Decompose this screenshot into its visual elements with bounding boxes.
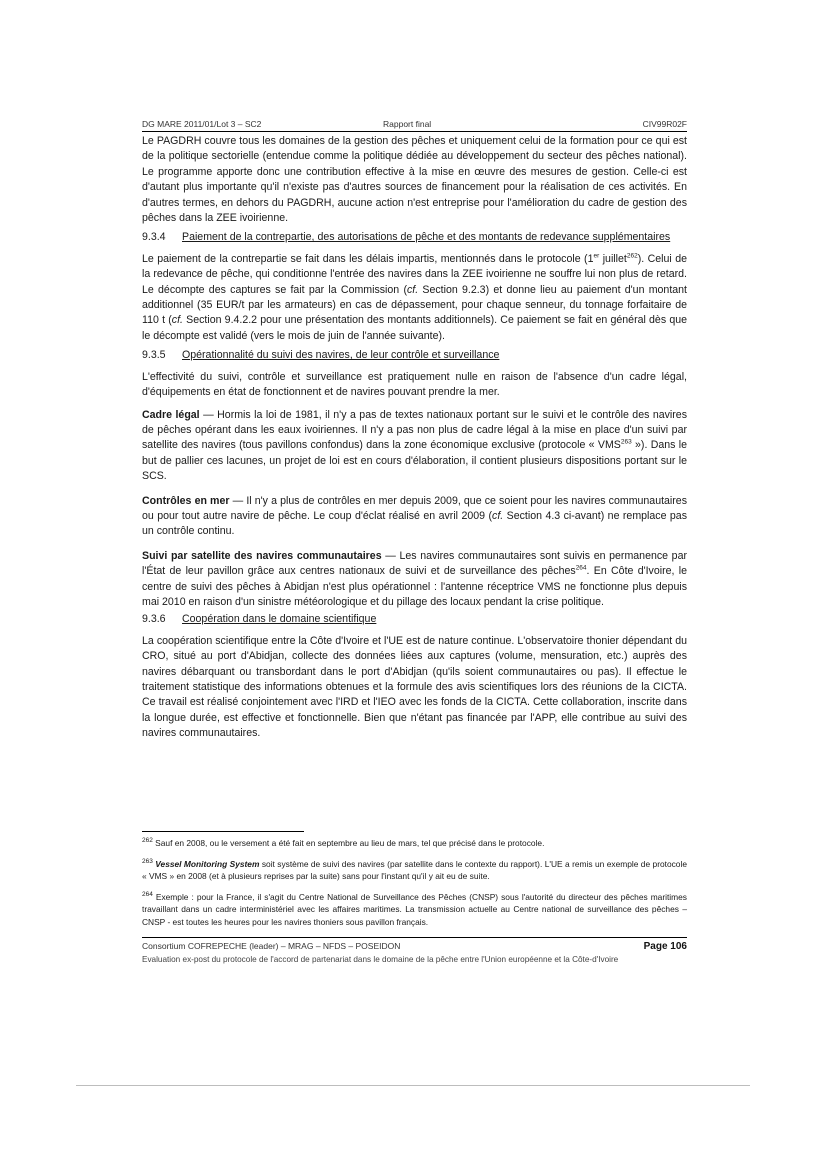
footnote-number: 264 [142,890,153,898]
section-number: 9.3.4 [142,231,166,244]
lead-term: Contrôles en mer [142,494,230,507]
footnote-ref-262[interactable]: 262 [626,252,638,260]
section-heading-9-3-4 [142,230,687,245]
text-run: Section 4.3 ci-avant) ne remplace pas un contrôle continu. [142,509,688,538]
footnote-ref-263[interactable]: 263 [620,438,632,446]
text-run: . En Côte d'Ivoire, le centre de suivi des pêches à Abidjan n'est plus opérationnel : l'antenne réceptrice VMS ne fonctionne plus depuis mai 2010 en raison d'un sinistre météorologique et du pillage des locaux pendant la crise politique. [142,565,687,608]
section-heading-9-3-5 [142,348,687,363]
section-heading-9-3-6 [142,612,687,627]
footnote-262 [142,837,687,850]
footnote-italic-term: Vessel Monitoring System [155,858,260,869]
section-title: Paiement de la contrepartie, des autorisations de pêche et des montants de redevance supplémentaires [182,231,671,244]
cf-italic: cf. [406,283,419,296]
page-footer [142,937,687,965]
superscript: er [593,252,600,260]
text-run: — Hormis la loi de 1981, il n'y a pas de textes nationaux portant sur le suivi et le contrôle des navires de pêches opérant dans les eaux ivoiriennes. Il n'y a pas non plus de cadre légal à la mise en place d'un suivi par satellite des navires (tous pavillons confondus) dans la zone économique exclusive (protocole « VMS [142,408,688,452]
footnotes [142,837,687,937]
text-run: Section 9.4.2.2 pour une présentation des montants additionnels). Ce paiement se fait en général dès que le décompte est validé (vers le mois de juin de l'année suivante). [142,314,687,342]
page-content [142,117,687,742]
page-header [142,117,687,131]
footer-row [142,941,687,954]
text-run: ). Celui de la redevance de pêche, qui conditionne l'entrée des navires dans la ZEE ivoirienne ne souffre lui non plus de retard. Le décompte des captures se fait par la Commission ( [142,252,687,296]
footnote-264 [142,891,687,929]
footnote-text: Sauf en 2008, ou le versement a été fait en septembre au lieu de mars, tel que précisé dans le protocole. [152,838,545,848]
viewer-bottom-divider [76,1085,750,1086]
text-run: Section 9.2.3) et donne lieu au paiement d'un montant additionnel (35 EUR/t par les armateurs) en cas de dépassement, pour chaque senneur, du tonnage forfaitaire de 110 t ( [142,283,687,327]
footer-consortium: Consortium COFREPECHE (leader) – MRAG – NFDS – POSEIDON [142,941,401,951]
footnote-text: soit système de suivi des navires (par satellite dans le contexte du rapport). L'UE a remis un exemple de protocole « VMS » en 2008 (et à plusieurs reprises par la suite) sans pour l'instant qu'il y ait eu de suite. [142,858,687,882]
text-run: Le paiement de la contrepartie se fait dans les délais impartis, mentionnés dans le protocole (1 [142,252,594,265]
footnote-ref-264[interactable]: 264 [575,564,587,572]
paragraph-paiement [142,252,687,344]
text-run: »). Dans le but de pallier ces lacunes, un projet de loi est en cours d'élaboration, il contient plusieurs dispositions portant sur le SCS. [142,439,687,483]
section-title: Opérationnalité du suivi des navires, de leur contrôle et surveillance [182,349,500,362]
text-run: — Les navires communautaires sont suivis en permanence par l'État de leur pavillon grâce aux centres nationaux de suivi et de surveillance des pêches [142,549,687,578]
section-title: Coopération dans le domaine scientifique [182,613,377,626]
paragraph-controles [142,494,687,540]
text-run: — Il n'y a plus de contrôles en mer depuis 2009, que ce soient pour les navires communautaires ou pour tout autre navire de pêche. Le coup d'éclat réalisé en avril 2009 ( [142,494,687,522]
cf-italic: cf. [492,509,504,522]
paragraph-cadre-legal [142,408,687,485]
header-rule [142,131,687,132]
footnote-number: 262 [142,837,153,845]
paragraph-pagdrh: Le PAGDRH couvre tous les domaines de la gestion des pêches et uniquement celui de la formation pour ce qui est de la politique sectorielle (entendue comme la politique dédiée au développement du secteur des pêches national). Le programme apporte donc une contribution effective à la mise en œuvre des mesures de gestion. Celle-ci est d'autant plus importante qu'il n'existe pas d'autres sources de financement pour la réalisation de ces activités. En d'autres termes, en dehors du PAGDRH, aucune action n'est entreprise pour l'amélioration du cadre de gestion des pêches dans la ZEE ivoirienne. [142,135,687,225]
paragraph-effectivite: L'effectivité du suivi, contrôle et surveillance est pratiquement nulle en raison de l'absence d'un cadre légal, d'équipements en état de fonctionnent et de navires pouvant prendre la mer. [142,370,687,399]
lead-term: Cadre légal [142,408,200,421]
section-number: 9.3.5 [142,349,166,362]
text-run: juillet [599,252,627,265]
footnote-263 [142,858,687,883]
paragraph-suivi-satellite [142,549,687,611]
footer-subtitle: Evaluation ex-post du protocole de l'accord de partenariat dans le domaine de la pêche entre l'Union européenne et la Côte-d'Ivoire [142,955,619,964]
footnote-number: 263 [142,857,153,865]
footnote-rule [142,831,304,832]
cf-italic: cf. [171,314,183,327]
footnote-text: Exemple : pour la France, il s'agit du Centre National de Surveillance des Pêches (CNSP) sous l'autorité du directeur des pêches maritimes travaillant dans un cadre interministériel avec les affaires maritimes. La transmission actuelle au Centre national de surveillance des pêches – CNSP - est toutes les heures pour les navires thoniers sous pavillon français. [142,891,687,927]
header-code: CIV99R02F [642,119,687,129]
section-number: 9.3.6 [142,613,166,626]
header-title: Rapport final [383,119,432,129]
paragraph-cooperation: La coopération scientifique entre la Côte d'Ivoire et l'UE est de nature continue. L'observatoire thonier dépendant du CRO, situé au port d'Abidjan, collecte des données liées aux captures (volume, mensuration, etc.) auprès des navires débarquant ou transbordant dans le port d'Abidjan (qu'ils soient communautaires ou pas). Il effectue le traitement statistique des informations obtenues et la formule des avis scientifiques lors des réunions de la CICTA. Ce travail est réalisé conjointement avec l'IRD et l'IEO avec les fonds de la CICTA. Cette collaboration, inscrite dans la longue durée, est effective et fonctionnelle. Bien que n'étant pas financée par l'APP, elle contribue au suivi des navires communautaires. [142,634,687,740]
header-reference: DG MARE 2011/01/Lot 3 – SC2 [142,119,262,129]
page-number: Page 106 [643,941,687,952]
lead-term: Suivi par satellite des navires communautaires [142,549,382,562]
